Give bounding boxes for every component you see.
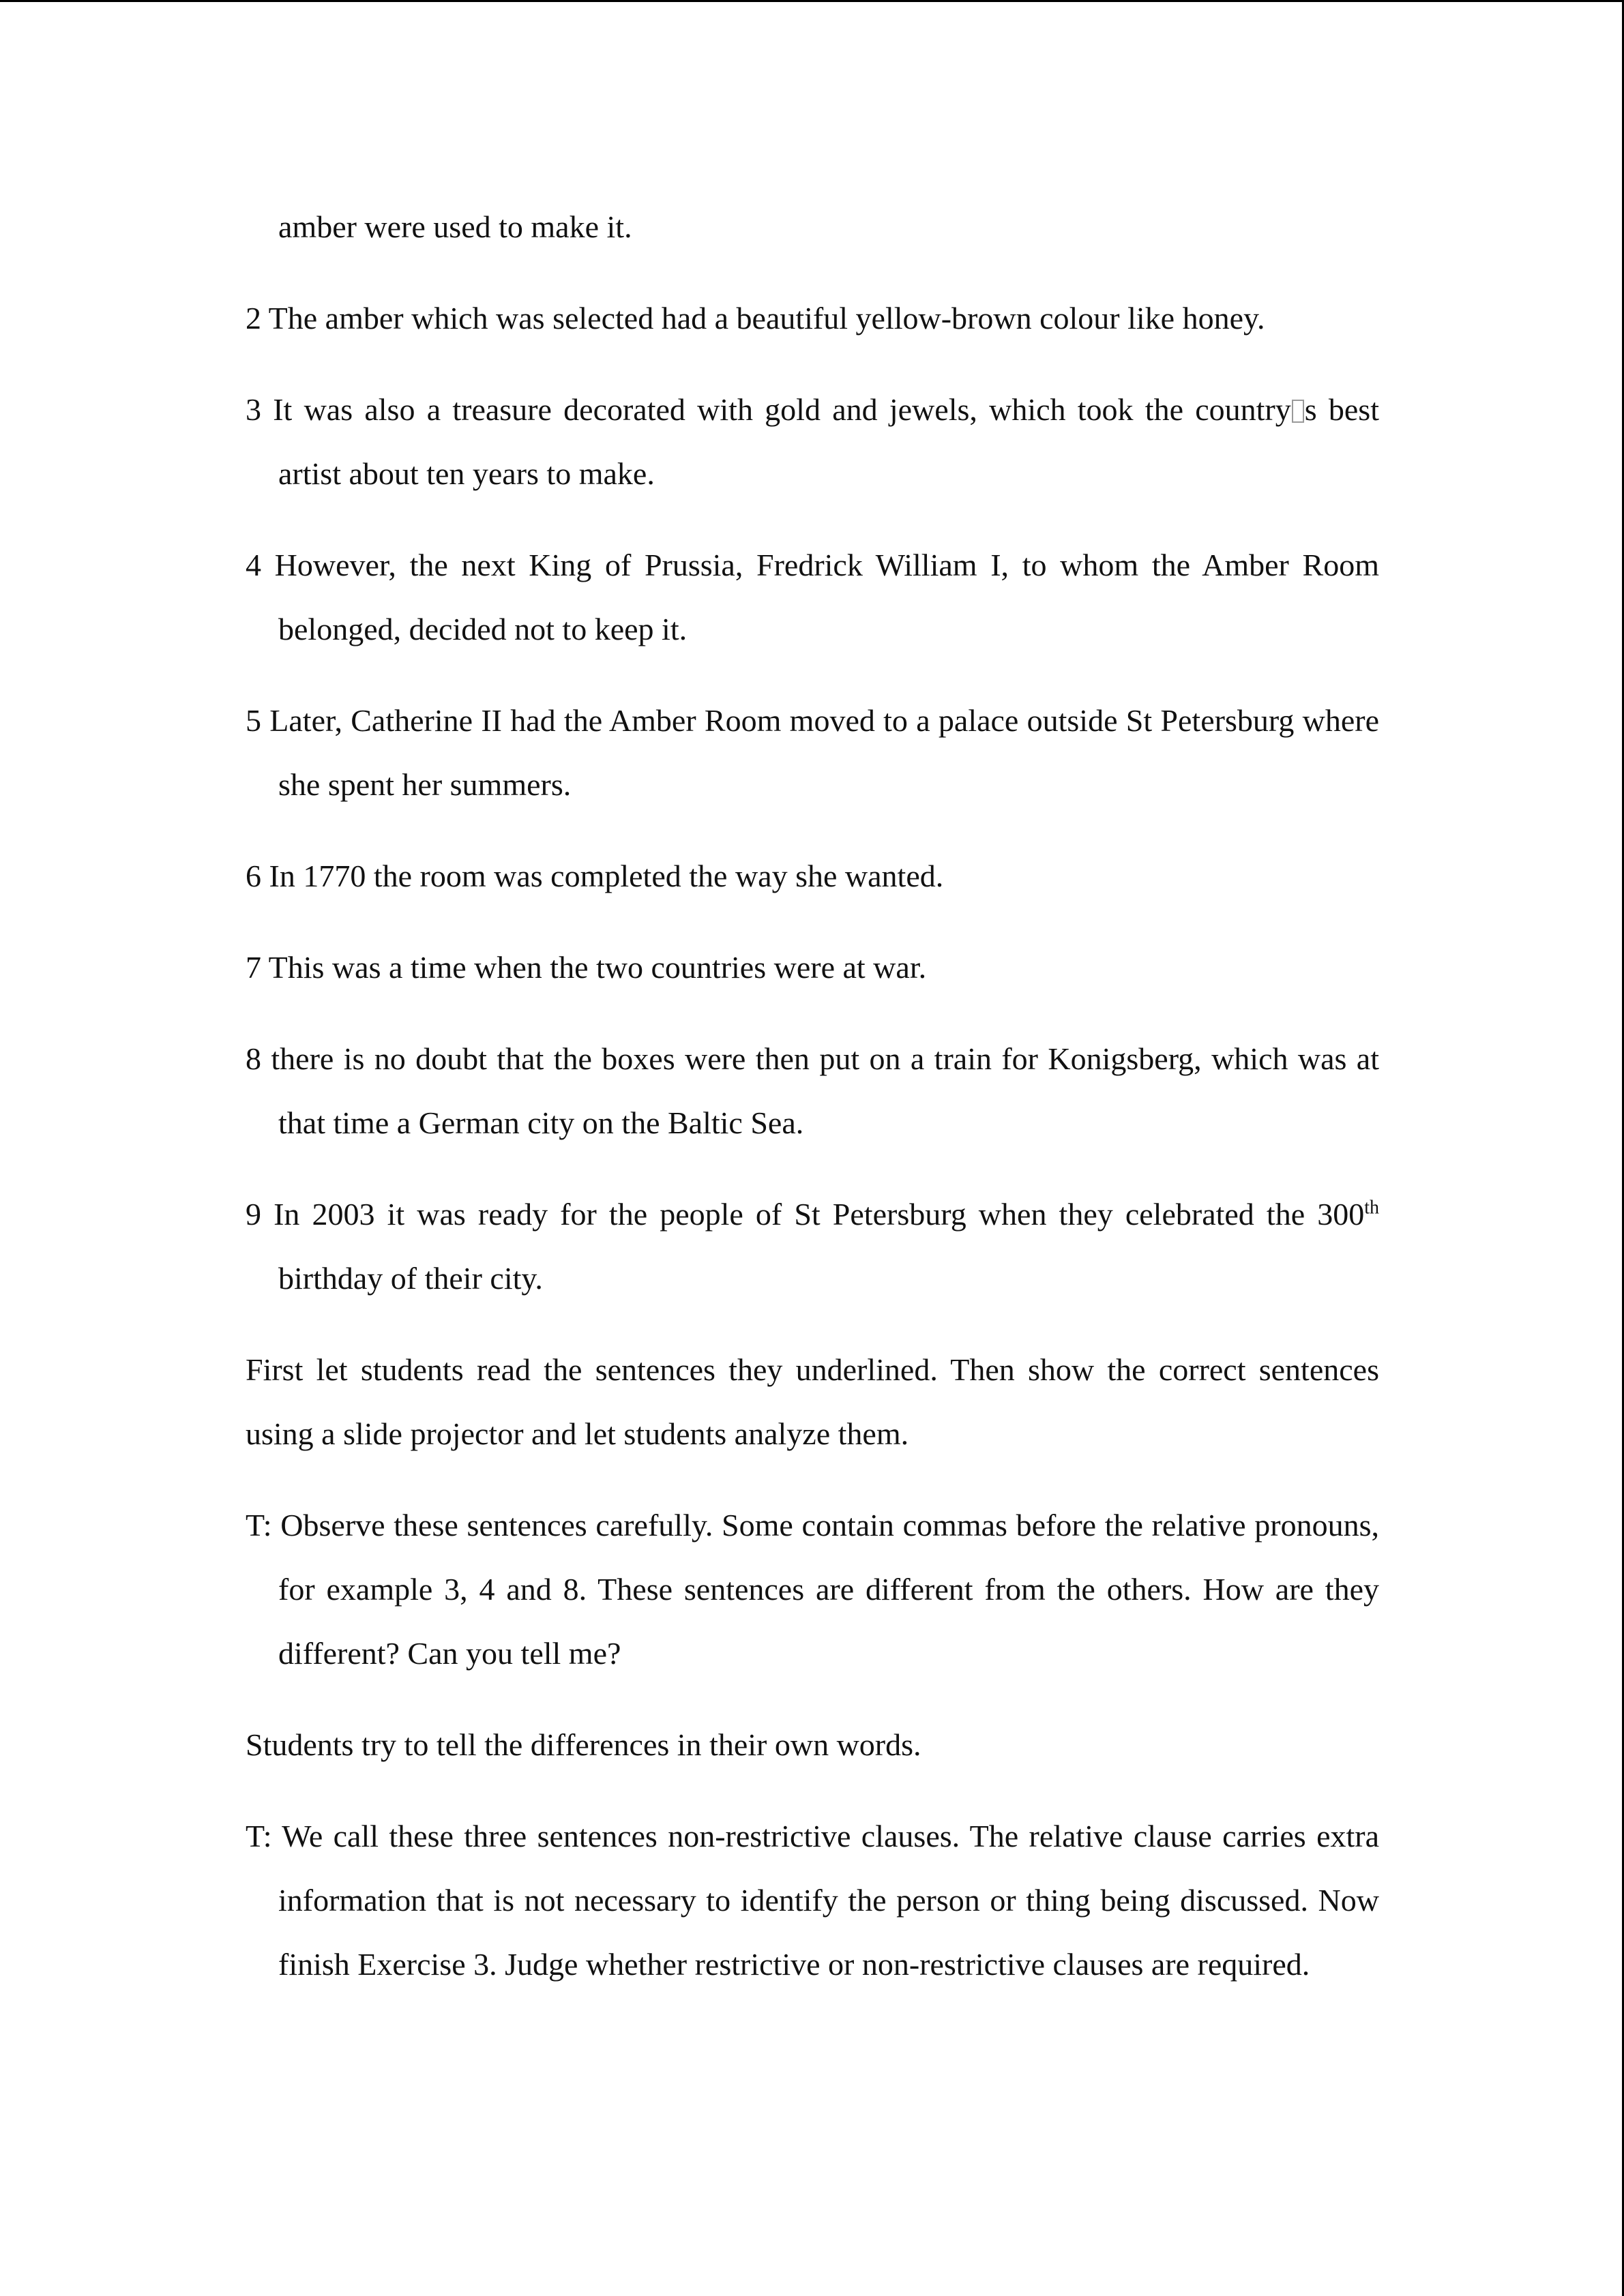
paragraph-continuation: amber were used to make it. — [278, 209, 632, 244]
sentence-3 — [246, 378, 1379, 506]
sentence-5: 5 Later, Catherine II had the Amber Room moved to a palace outside St Petersburg where she spent her summers. — [246, 703, 1379, 802]
sentence-4: 4 However, the next King of Prussia, Fredrick William I, to whom the Amber Room belonged, decided not to keep it. — [246, 548, 1379, 646]
teacher-paragraph-1: T: Observe these sentences carefully. Some contain commas before the relative pronouns, for example 3, 4 and 8. These sentences are different from the others. How are they different? Can you tell me? — [246, 1508, 1379, 1671]
sentence-2: 2 The amber which was selected had a beautiful yellow-brown colour like honey. — [246, 301, 1265, 336]
sentence-7: 7 This was a time when the two countries were at war. — [246, 950, 927, 985]
missing-glyph-box — [1292, 400, 1304, 423]
page-edge-top — [0, 0, 1624, 2]
ordinal-superscript: th — [1364, 1197, 1379, 1219]
students-paragraph: Students try to tell the differences in their own words. — [246, 1727, 921, 1762]
sentence-8: 8 there is no doubt that the boxes were then put on a train for Konigsberg, which was at that time a German city on the Baltic Sea. — [246, 1041, 1379, 1140]
sentence-3-part-2: s best artist about ten years to make. — [278, 392, 1379, 491]
sentence-3-part-1: 3 It was also a treasure decorated with gold and jewels, which took the country — [246, 392, 1291, 427]
sentence-9-part-2: birthday of their city. — [278, 1261, 543, 1296]
document-body — [246, 195, 1379, 2024]
teacher-paragraph-2: T: We call these three sentences non-restrictive clauses. The relative clause carries extra information that is not necessary to identify the person or thing being discussed. Now finish Exercise 3. Judge whether restrictive or non-restrictive clauses are required. — [246, 1819, 1379, 1982]
sentence-6: 6 In 1770 the room was completed the way she wanted. — [246, 859, 944, 893]
sentence-9 — [246, 1182, 1379, 1311]
sentence-9-part-1: 9 In 2003 it was ready for the people of St Petersburg when they celebrated the 300 — [246, 1197, 1365, 1232]
instruction-paragraph: First let students read the sentences they underlined. Then show the correct sentences using a slide projector and let students analyze them. — [246, 1352, 1379, 1451]
